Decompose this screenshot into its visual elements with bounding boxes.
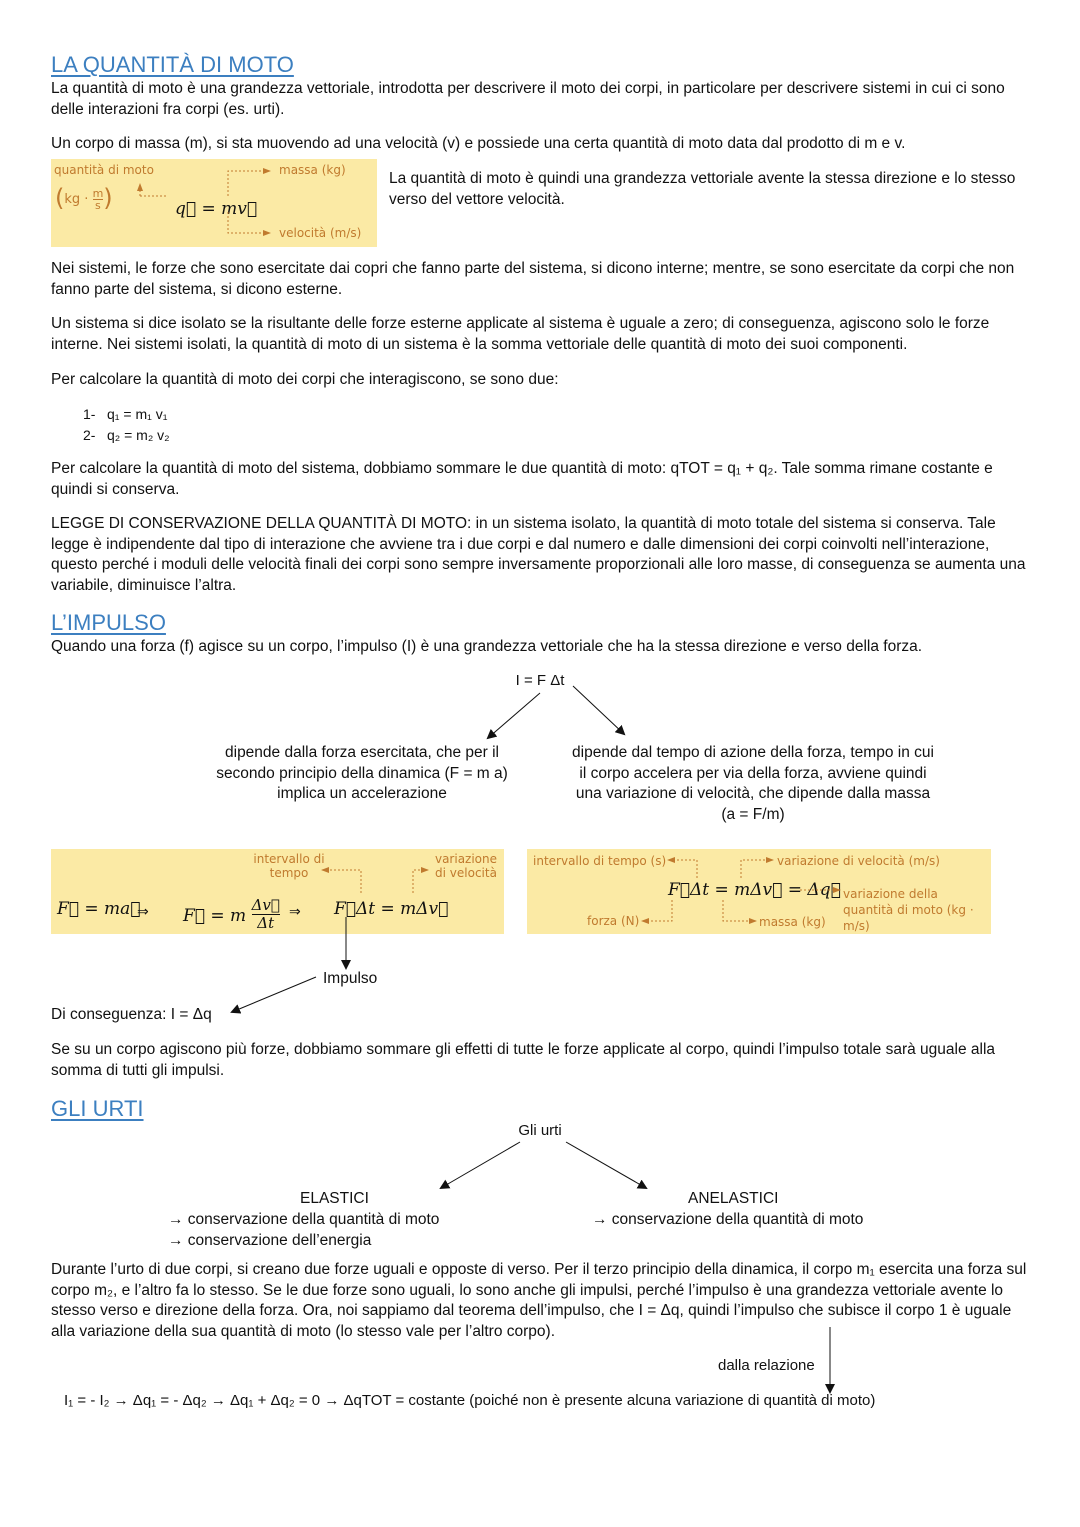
relation-label: dalla relazione [718, 1357, 815, 1374]
paragraph-internal-external: Nei sistemi, le forze che sono esercitate dai copri che fanno parte del sistema, si dicono interne; mentre, se sono esercitate da corpi che non fanno parte del sistema, si dicono esterne. [51, 260, 1015, 298]
connector-force-label [642, 900, 672, 921]
arrow-urti-inelastic [566, 1142, 646, 1188]
connector-dv-to-variation [413, 870, 428, 893]
formula-f-ma: F⃗ = ma⃗ [57, 899, 141, 919]
arrow-impulse-left [488, 693, 540, 738]
impulse-right-branch: dipende dal tempo di azione della forza, tempo in cui il corpo accelera per via della forza, avviene quindi una variazione di velocità, che dipende dalla massa (a = F/m) [572, 744, 934, 823]
elastic-title: ELASTICI [300, 1190, 369, 1207]
label-variazione-di-velocita-ms: variazione di velocità (m/s) [777, 854, 940, 868]
list-item: 2- q₂ = m₂ v₂ [83, 426, 170, 443]
impulse-left-branch: dipende dalla forza esercitata, che per il secondo principio della dinamica (F = m a) implica un accelerazione [216, 744, 508, 802]
consequence-i-dq: Di conseguenza: I = Δq [51, 1006, 212, 1023]
connector-dv-label [741, 860, 773, 878]
arrow-impulso-to-consequence [232, 977, 316, 1012]
paragraph-during-collision: Durante l’urto di due corpi, si creano due forze uguali e opposte di verso. Per il terzo principio della dinamica, il corpo m₁ esercita una forza sul corpo m₂, e l’altro fa lo stesso. Se le due forze sono uguali, lo sono anche gli impulsi, perché l’impulso è una grandezza vettoriale avente lo stesso verso e direzione della forza. Ora, noi sappiamo dal teorema dell’impulso, che I = Δq, quindi l’impulso che subisce il corpo 1 è uguale alla variazione della sua quantità di moto (lo stesso vale per l’altro corpo). [51, 1261, 1027, 1340]
label-variazione-di-velocita: variazione di velocità [434, 852, 498, 880]
connector-mass-label [723, 900, 756, 921]
list-item: → conservazione della quantità di moto [592, 1211, 864, 1228]
label-massa: massa (kg) [279, 163, 346, 177]
label-intervallo-di-tempo-s: intervallo di tempo (s) [533, 854, 667, 868]
connector-dt-to-interval [322, 870, 361, 893]
paragraph-isolated-system: Un sistema si dice isolato se la risultante delle forze esterne applicate al sistema è uguale a zero; di conseguenza, agiscono solo le forze interne. Nei sistemi isolati, la quantità di moto di un sistema è la somma vettoriale delle quantità di moto dei suoi componenti. [51, 315, 990, 353]
urti-root: Gli urti [518, 1122, 562, 1139]
list-item: → conservazione dell’energia [168, 1231, 372, 1249]
label-forza: forza (N) [587, 914, 640, 928]
formula-f-m-dv-dt: F⃗ = m $\frac{\Delta v⃗}{\Delta t}$ [183, 896, 280, 932]
arrow-impulse-right [573, 686, 624, 734]
inelastic-title: ANELASTICI [688, 1190, 779, 1207]
label-variazione-quantita-di-moto: variazione della quantità di moto (kg · m/s) [843, 887, 974, 933]
connector-dt-label [668, 860, 697, 878]
label-intervallo-di-tempo: intervallo di tempo [253, 852, 325, 880]
paragraph-calc: Per calcolare la quantità di moto dei corpi che interagiscono, se sono due: [51, 371, 559, 388]
label-velocita: velocità (m/s) [279, 226, 362, 240]
connector-v-to-velocita [228, 212, 270, 233]
final-equation: I₁ = - I₂ → Δq₁ = - Δq₂ → Δq₁ + Δq₂ = 0 → ΔqTOT = costante (poiché non è presente alcuna variazione di quantità di moto) [64, 1392, 876, 1409]
paragraph-body: Un corpo di massa (m), si sta muovendo ad una velocità (v) e possiede una certa quantità di moto data dal prodotto di m e v. [51, 135, 906, 152]
unit-kg: kg · [64, 192, 89, 207]
list-item: → conservazione della quantità di moto [168, 1211, 440, 1228]
formula-q-mv: q⃗ = mv⃗ [175, 199, 258, 219]
implies-symbol: ⇒ [289, 903, 301, 919]
heading-impulso: L’IMPULSO [51, 610, 166, 635]
heading-quantita-di-moto: LA QUANTITÀ DI MOTO [51, 52, 294, 77]
paragraph-impulso-intro: Quando una forza (f) agisce su un corpo, l’impulso (I) è una grandezza vettoriale che ha la stessa direzione e verso della forza. [51, 638, 923, 655]
unit-m: m [92, 187, 104, 200]
label-massa-kg: massa (kg) [759, 915, 826, 929]
paragraph-multiple-forces: Se su un corpo agiscono più forze, dobbiamo sommare gli effetti di tutte le forze applicate al corpo, quindi l’impulso totale sarà uguale alla somma di tutti gli impulsi. [51, 1041, 996, 1079]
heading-gli-urti: GLI URTI [51, 1096, 144, 1121]
paragraph-system-sum: Per calcolare la quantità di moto del sistema, dobbiamo sommare le due quantità di moto: qTOT = q₁ + q₂. Tale somma rimane costante e quindi si conserva. [51, 460, 993, 498]
formula-i-f-dt: I = F Δt [515, 672, 565, 689]
list-item: 1- q₁ = m₁ v₁ [83, 406, 168, 422]
paragraph-intro: La quantità di moto è una grandezza vettoriale, introdotta per descrivere il moto dei corpi, in particolare per descrivere sistemi in cui ci sono delle interazioni fra corpi (es. urti). [51, 80, 1005, 118]
label-impulso: Impulso [323, 970, 378, 987]
paragraph-vector-direction: La quantità di moto è quindi una grandezza vettoriale avente la stessa direzione e lo stesso verso del vettore velocità. [389, 170, 1016, 208]
arrow-urti-elastic [441, 1142, 520, 1188]
formula-f-dt-m-dv: F⃗Δt = mΔv⃗ [334, 899, 449, 919]
unit-s: s [95, 199, 101, 212]
connector-m-to-massa [228, 171, 270, 196]
formula-impulse-theorem: F⃗Δt = mΔv⃗ = Δq⃗ [668, 880, 841, 900]
label-quantita-di-moto: quantità di moto [54, 163, 154, 177]
paragraph-conservation-law: LEGGE DI CONSERVAZIONE DELLA QUANTITÀ DI MOTO: in un sistema isolato, la quantità di moto totale del sistema si conserva. Tale legge è indipendente dal tipo di interazione che avviene tra i due corpi e dal numero e dalle dimensioni dei corpi coinvolti nell’interazione, questo perché i moduli delle velocità finali dei corpi sono sempre inversamente proporzionali alle loro masse, di conseguenza se aumenta una variabile, diminuisce l’altra. [51, 515, 1026, 594]
implies-symbol: ⇒ [137, 903, 149, 919]
unit-kg-m-s: (kg · $\frac{m}{s}$ ) [55, 184, 113, 212]
